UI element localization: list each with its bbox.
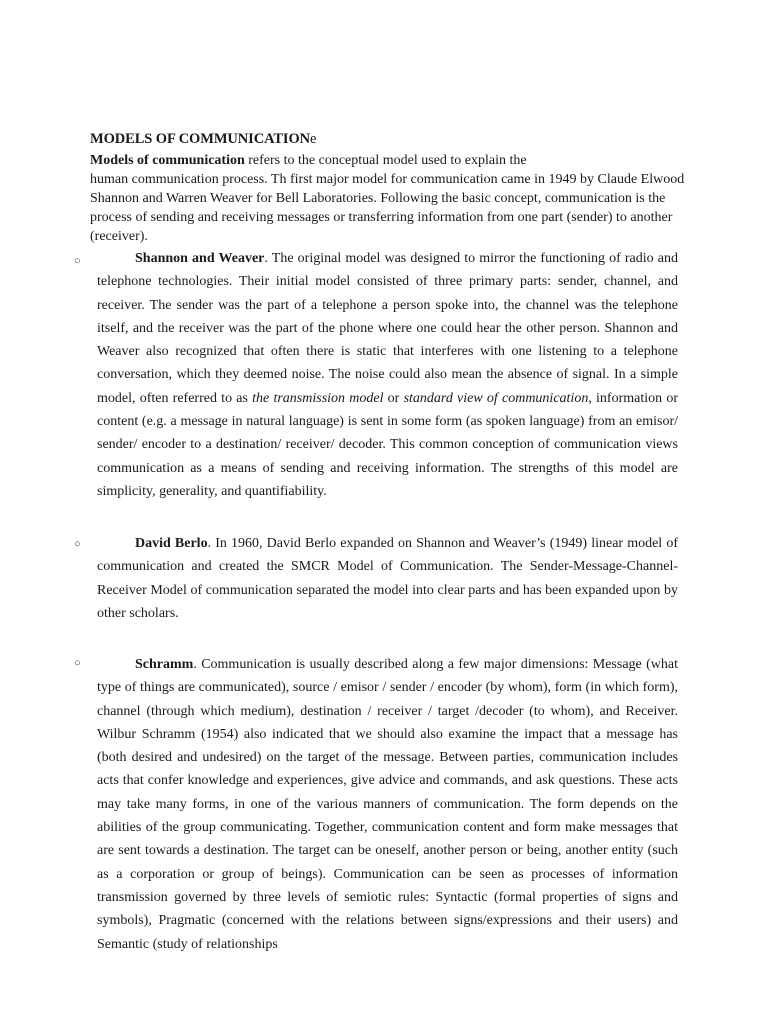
- list-item-shannon-weaver: [97, 247, 678, 503]
- heading-title: MODELS OF COMMUNICATION: [90, 131, 311, 147]
- heading-suffix: e: [310, 131, 317, 147]
- item-lead: David Berlo: [135, 536, 208, 551]
- item-lead: Schramm: [135, 657, 194, 672]
- item-text: . Communication is usually described along a few major dimensions: Message (what type of things are communicated), source / emisor / sender / encoder (by whom), form (in which form), channel (through which medium), destination / receiver / target /decoder (to whom), and Receiver. Wilbur Schramm (1954) also indicated that we should also examine the impact that a message has (both desired and undesired) on the target of the message. Between parties, communication includes acts that confer knowledge and experiences, give advice and commands, and ask questions. These acts may take many forms, in one of the various manners of communication. The form depends on the abilities of the group communicating. Together, communication content and form make messages that are sent towards a destination. The target can be oneself, another person or being, another entity (such as a corporation or group of beings). Communication can be seen as processes of information transmission governed by three levels of semiotic rules: Syntactic (formal properties of signs and symbols), Pragmatic (concerned with the relations between signs/expressions and their users) and Semantic (study of relationships: [97, 657, 678, 952]
- document-heading: [90, 131, 316, 148]
- item-text: . In 1960, David Berlo expanded on Shannon and Weaver’s (1949) linear model of communication and created the SMCR Model of Communication. The Sender-Message-Channel-Receiver Model of communication separated the model into clear parts and has been expanded upon by other scholars.: [97, 536, 678, 621]
- item-text: , information or content (e.g. a message in natural language) is sent in some form (as spoken language) from an emisor/ sender/ encoder to a destination/ receiver/ decoder. This common conception of communication views communication as a means of sending and receiving information. The strengths of this model are simplicity, generality, and quantifiability.: [97, 390, 679, 499]
- list-item-schramm: [97, 653, 678, 956]
- list-item-david-berlo: [97, 532, 678, 625]
- bullet-icon: ○: [74, 657, 81, 669]
- intro-line-3: Shannon and Warren Weaver for Bell Laboratories. Following the basic concept, communication is the: [90, 191, 666, 206]
- intro-line-1-rest: refers to the conceptual model used to explain the: [244, 153, 527, 168]
- item-text: . The original model was designed to mirror the functioning of radio and telephone technologies. Their initial model consisted of three primary parts: sender, channel, and receiver. The sender was the part of a telephone a person spoke into, the channel was the telephone itself, and the receiver was the part of the phone where one could hear the other person. Shannon and Weaver also recognized that often there is static that interferes with one listening to a telephone conversation, which they deemed noise. The noise could also mean the absence of signal. In a simple model, often referred to as: [97, 251, 678, 406]
- item-italic-term: the transmission model: [252, 390, 384, 406]
- bullet-icon: ○: [74, 255, 81, 267]
- intro-line-1: [90, 151, 690, 170]
- intro-bold-term: Models of communication: [90, 153, 245, 168]
- intro-line-2: human communication process. Th first major model for communication came in 1949 by Claude Elwood: [90, 172, 685, 187]
- item-text: or: [383, 390, 404, 406]
- intro-paragraph: [90, 151, 690, 246]
- bullet-icon: ○: [74, 538, 81, 550]
- item-italic-term: standard view of communication: [403, 390, 589, 406]
- intro-line-5: (receiver).: [90, 229, 148, 244]
- intro-line-4: process of sending and receiving messages or transferring information from one part (sender) to another: [90, 210, 673, 225]
- item-lead: Shannon and Weaver: [135, 251, 265, 266]
